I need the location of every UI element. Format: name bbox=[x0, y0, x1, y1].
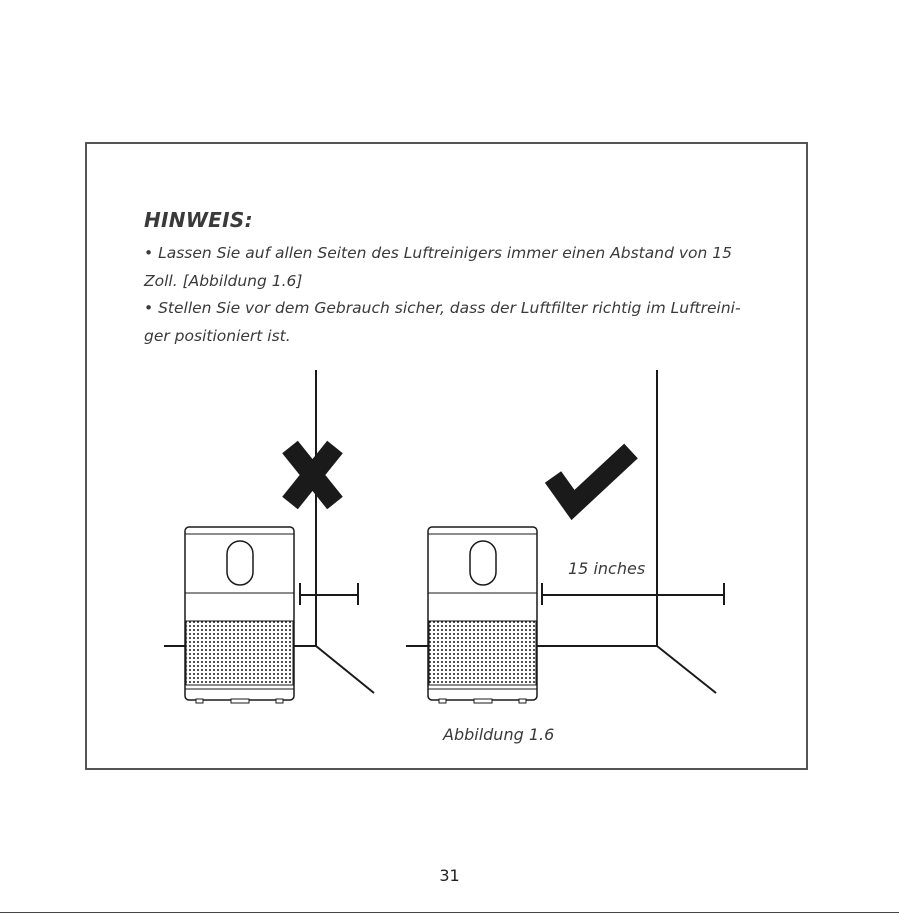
air-purifier-icon bbox=[428, 527, 537, 703]
page-number: 31 bbox=[439, 866, 460, 885]
floor-diagonal-line bbox=[316, 646, 374, 693]
note-line: • Stellen Sie vor dem Gebrauch sicher, dass der Luftfilter richtig im Luftreini- bbox=[144, 299, 741, 317]
figure-caption: Abbildung 1.6 bbox=[443, 725, 555, 744]
note-line: • Lassen Sie auf allen Seiten des Luftreinigers immer einen Abstand von 15 bbox=[144, 244, 732, 262]
distance-marker-long bbox=[542, 583, 724, 605]
wrong-placement-scene bbox=[164, 370, 374, 703]
note-title: HINWEIS: bbox=[144, 208, 253, 232]
distance-label: 15 inches bbox=[568, 559, 646, 578]
x-mark-icon bbox=[290, 447, 335, 503]
note-line: ger positioniert ist. bbox=[144, 326, 291, 345]
distance-marker-short bbox=[300, 583, 358, 605]
note-line: Zoll. [Abbildung 1.6] bbox=[144, 271, 303, 290]
correct-placement-scene bbox=[406, 370, 724, 703]
air-purifier-icon bbox=[185, 527, 294, 703]
floor-diagonal-line bbox=[657, 646, 716, 693]
page-bottom-rule bbox=[0, 912, 899, 913]
checkmark-icon bbox=[553, 451, 631, 505]
